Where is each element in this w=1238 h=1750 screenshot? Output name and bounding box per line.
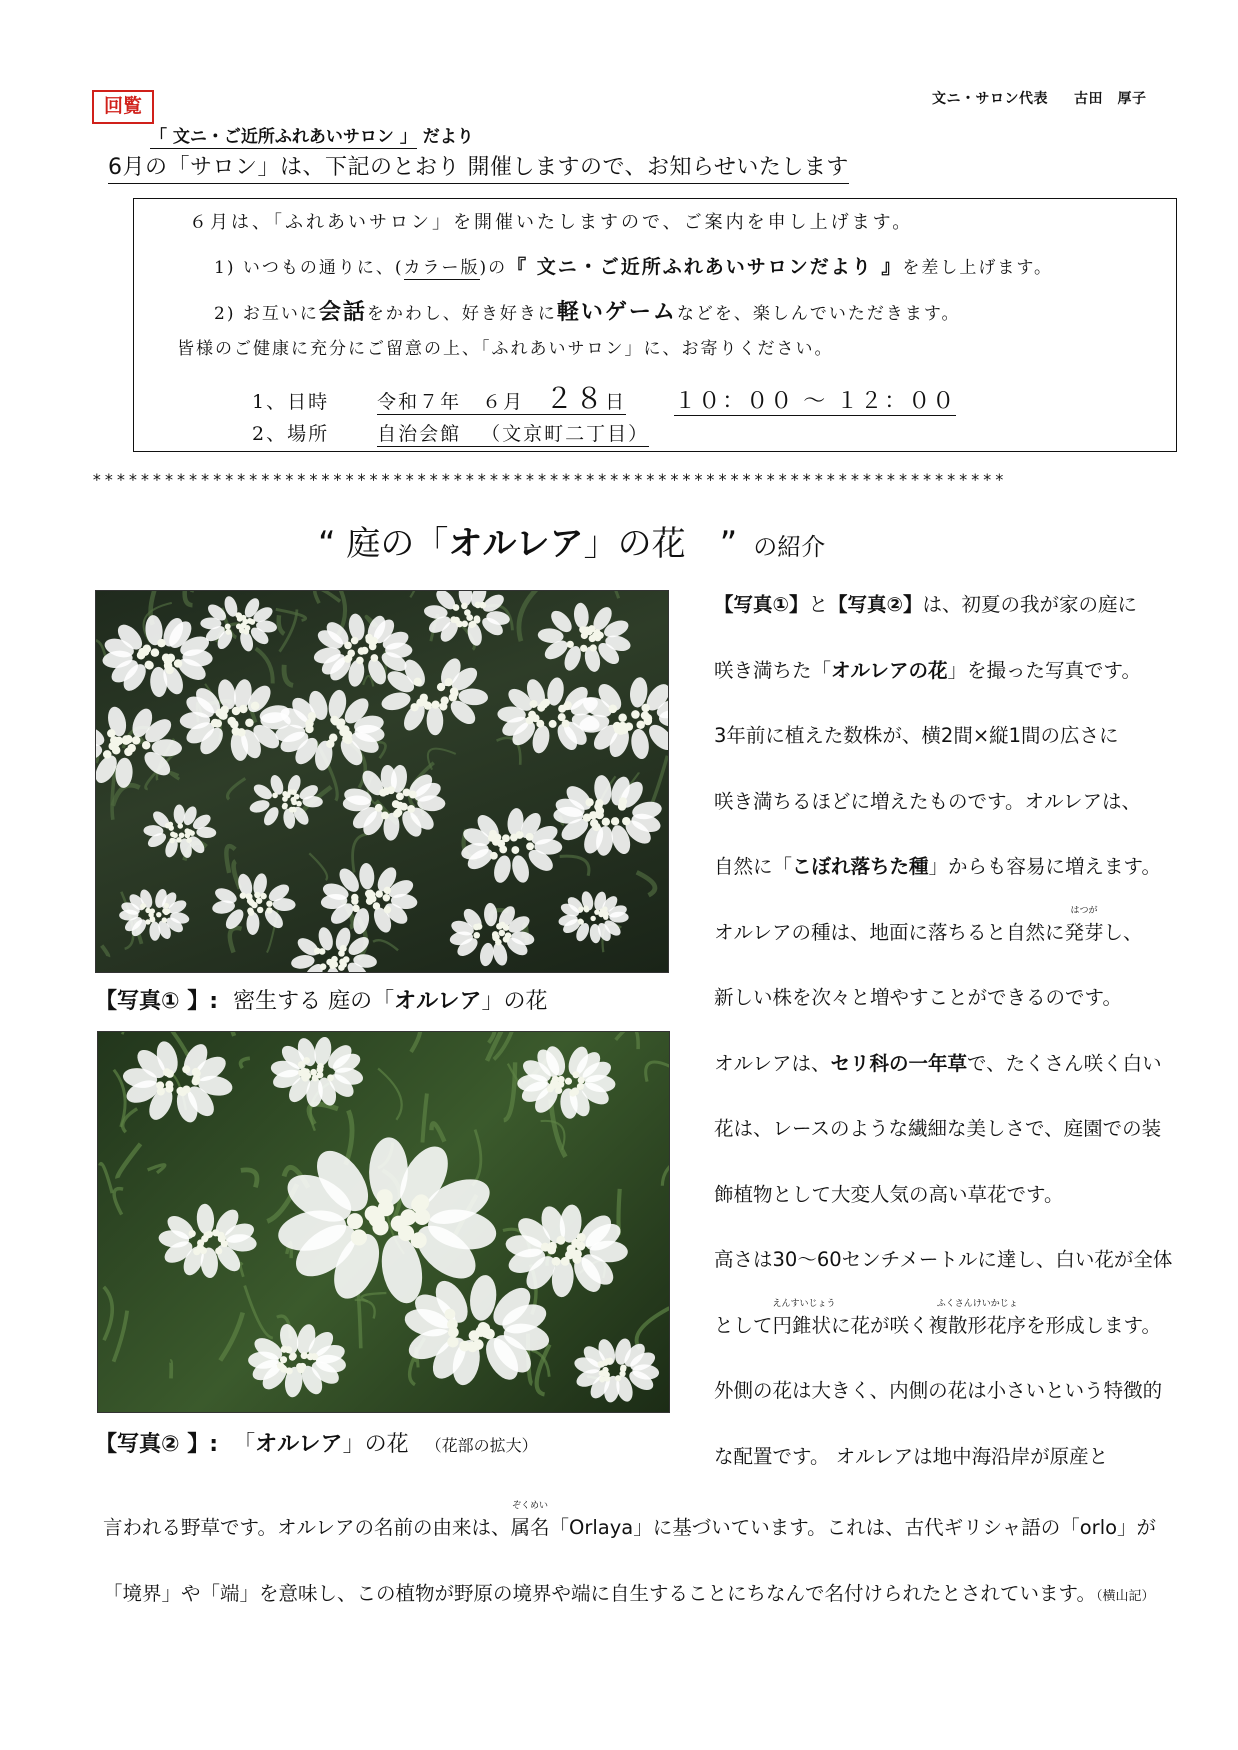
item-text: いつもの通りに、( [242, 258, 404, 278]
photo-1-dense-orlaya [95, 590, 669, 973]
ruby-ensuijou: えんすいじょう 円錐状 [772, 1298, 836, 1337]
notice-box [133, 198, 1177, 452]
conversation-emphasis: 会話 [318, 299, 367, 325]
caption-label: 【写真① 】: [95, 989, 219, 1014]
date-value: 令和７年 ６月 ２８日 [377, 382, 627, 415]
event-date [252, 377, 956, 417]
date-day: ２８ [545, 382, 606, 415]
body-line-full: 「境界」や「端」を意味し、この植物が野原の境界や端に自生することにちなんで名付けられたとされています。（横山記） [103, 1582, 1155, 1605]
body-line: 自然に「こぼれ落ちた種」からも容易に増えます。 [714, 855, 1161, 878]
body-line: 咲き満ちた「オルレアの花」を撮った写真です。 [714, 658, 1141, 682]
item-text: お互いに [242, 304, 319, 324]
newsletter-suffix: だより [422, 127, 474, 147]
item-text: などを、楽しんでいただきます。 [676, 304, 961, 324]
notice-item-1 [214, 252, 1053, 279]
body-line-full: 言われる野草です。オルレアの名前の由来は、 ぞくめい 属名「Orlaya」に基づいています。これは、古代ギリシャ語の「orlo」が [103, 1513, 1163, 1543]
article-body [714, 590, 1184, 1507]
photo-2-orlaya-closeup [97, 1031, 670, 1413]
item-number: 2) [214, 304, 236, 324]
title-flower-name: オルレア [448, 524, 584, 564]
title-suffix: の紹介 [753, 533, 826, 561]
notice-item-2 [214, 295, 961, 326]
body-line: 飾植物として大変人気の高い草花です。 [714, 1182, 1064, 1206]
newsletter-title [150, 122, 474, 147]
body-line: オルレアは、セリ科の一年草で、たくさん咲く白い [714, 1051, 1162, 1075]
divider-line: **************************************************************************** [92, 470, 1007, 489]
newsletter-reference: 『 文ニ・ご近所ふれあいサロンだより 』 [507, 256, 903, 278]
color-edition: カラー版 [403, 258, 480, 278]
body-line: 3年前に植えた数株が、横2間×縦1間の広さに [714, 724, 1119, 747]
body-line: オルレアの種は、地面に落ちると自然に はつが 発芽し、 [714, 918, 1184, 984]
item-text: をかわし、好き好きに [366, 304, 557, 324]
representative-title: 文ニ・サロン代表 [932, 91, 1048, 107]
ruby-fukusankeikajo: ふくさんけいかじょ 複散形花序 [928, 1298, 1027, 1337]
notice-intro: ６月は、「ふれあいサロン」を開催いたしますので、ご案内を申し上げます。 [189, 212, 914, 233]
author-signature: （横山記） [1095, 1589, 1155, 1604]
place-value: 自治会館 （文京町二丁目） [377, 423, 650, 445]
article-title: “ 庭の「オルレア」の花 ” の紹介 [318, 524, 826, 564]
place-label: 2、場所 [252, 423, 330, 445]
item-number: 1) [214, 258, 236, 278]
newsletter-name: 「 文ニ・ご近所ふれあいサロン 」 [150, 127, 417, 147]
notice-closing: 皆様のご健康に充分にご留意の上、「ふれあいサロン」に、お寄りください。 [177, 339, 834, 359]
item-text: を差し上げます。 [902, 258, 1054, 278]
item-text: )の [479, 258, 508, 278]
body-line: 咲き満ちるほどに増えたものです。オルレアは、 [714, 789, 1141, 813]
caption-photo-2: 【写真② 】: 「オルレア」の花 （花部の拡大） [95, 1432, 538, 1457]
announcement: 6月の「サロン」は、下記のとおり 開催しますので、お知らせいたします [108, 150, 849, 184]
date-label: 1、日時 [252, 391, 330, 413]
caption-label: 【写真② 】: [95, 1432, 219, 1457]
time-value: １０：００ ～ １２：００ [674, 389, 957, 414]
caption-note: （花部の拡大） [425, 1436, 538, 1455]
caption-photo-1: 【写真① 】: 密生する 庭の「オルレア」の花 [95, 989, 548, 1014]
orlaya-field-image [96, 591, 668, 972]
ruby-zokumei: ぞくめい 属名 [510, 1501, 550, 1539]
body-line: 花は、レースのような繊細な美しさで、庭園での装 [714, 1117, 1162, 1140]
body-line: 【写真①】と【写真②】は、初夏の我が家の庭に [714, 593, 1138, 616]
body-line: 高さは30～60センチメートルに達し、白い花が全体 [714, 1248, 1173, 1271]
body-line: 新しい株を次々と増やすことができるのです。 [714, 986, 1122, 1009]
ruby-hatsuga: はつが 発芽 [1064, 905, 1104, 944]
representative-name: 古田 厚子 [1074, 91, 1147, 107]
orlaya-closeup-image [98, 1032, 669, 1412]
circulation-stamp: 回覧 [92, 90, 154, 124]
representative [932, 88, 1147, 108]
game-emphasis: 軽いゲーム [556, 299, 677, 325]
event-place [252, 419, 649, 446]
body-line: な配置です。 オルレアは地中海沿岸が原産と [714, 1444, 1109, 1468]
body-line: として えんすいじょう 円錐状に花が咲く ふくさんけいかじょ 複散形花序を形成します。 [714, 1311, 1184, 1377]
body-line: 外側の花は大きく、内側の花は小さいという特徴的 [714, 1379, 1163, 1402]
